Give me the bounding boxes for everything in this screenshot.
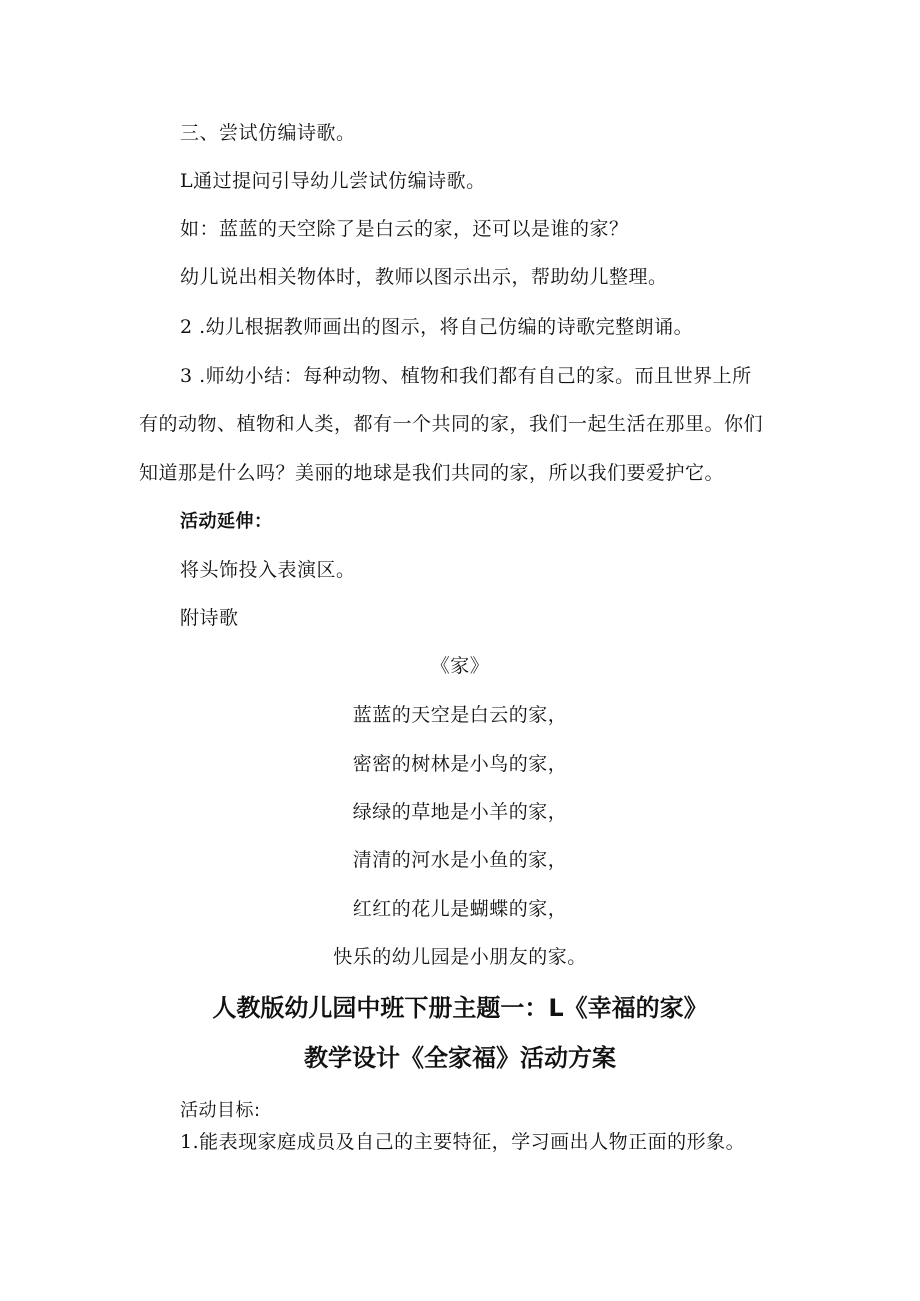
goal-1-text: 1.能表现家庭成员及自己的主要特征，学习画出人物正面的形象。 (180, 1131, 746, 1153)
section-heading-3: 三、尝试仿编诗歌。 (180, 122, 356, 144)
goals-heading: 活动目标: (180, 1100, 261, 1121)
document-title-line-1: 人教版幼儿园中班下册主题一：L《幸福的家》 (212, 994, 708, 1022)
poem-line: 清清的河水是小鱼的家， (352, 849, 568, 871)
poem-line: 快乐的幼儿园是小朋友的家。 (333, 946, 587, 968)
teacher-note: 幼儿说出相关物体时，教师以图示出示，帮助幼儿整理。 (180, 266, 668, 288)
step-2-text: 2 .幼儿根据教师画出的图示，将自己仿编的诗歌完整朗诵。 (180, 316, 694, 338)
poem-line: 绿绿的草地是小羊的家， (352, 801, 568, 823)
step-3-line-1: 3 .师幼小结：每种动物、植物和我们都有自己的家。而且世界上所 (180, 365, 752, 387)
poem-line: 蓝蓝的天空是白云的家， (352, 704, 568, 726)
step-3-line-2: 有的动物、植物和人类，都有一个共同的家，我们一起生活在那里。你们 (139, 413, 764, 435)
poem-label: 附诗歌 (180, 607, 239, 629)
poem-line: 红红的花儿是蝴蝶的家， (352, 898, 568, 920)
extension-heading: 活动延伸： (180, 511, 273, 532)
document-title-line-2: 教学设计《全家福》活动方案 (304, 1044, 616, 1072)
step-3-line-3: 知道那是什么吗？美丽的地球是我们共同的家，所以我们要爱护它。 (139, 462, 725, 484)
step-1-text: L通过提问引导幼儿尝试仿编诗歌。 (180, 170, 486, 192)
poem-title: 《家》 (430, 655, 490, 677)
poem-line: 密密的树林是小鸟的家， (352, 753, 568, 775)
example-question: 如：蓝蓝的天空除了是白云的家，还可以是谁的家？ (180, 218, 629, 240)
extension-text: 将头饰投入表演区。 (180, 559, 356, 581)
